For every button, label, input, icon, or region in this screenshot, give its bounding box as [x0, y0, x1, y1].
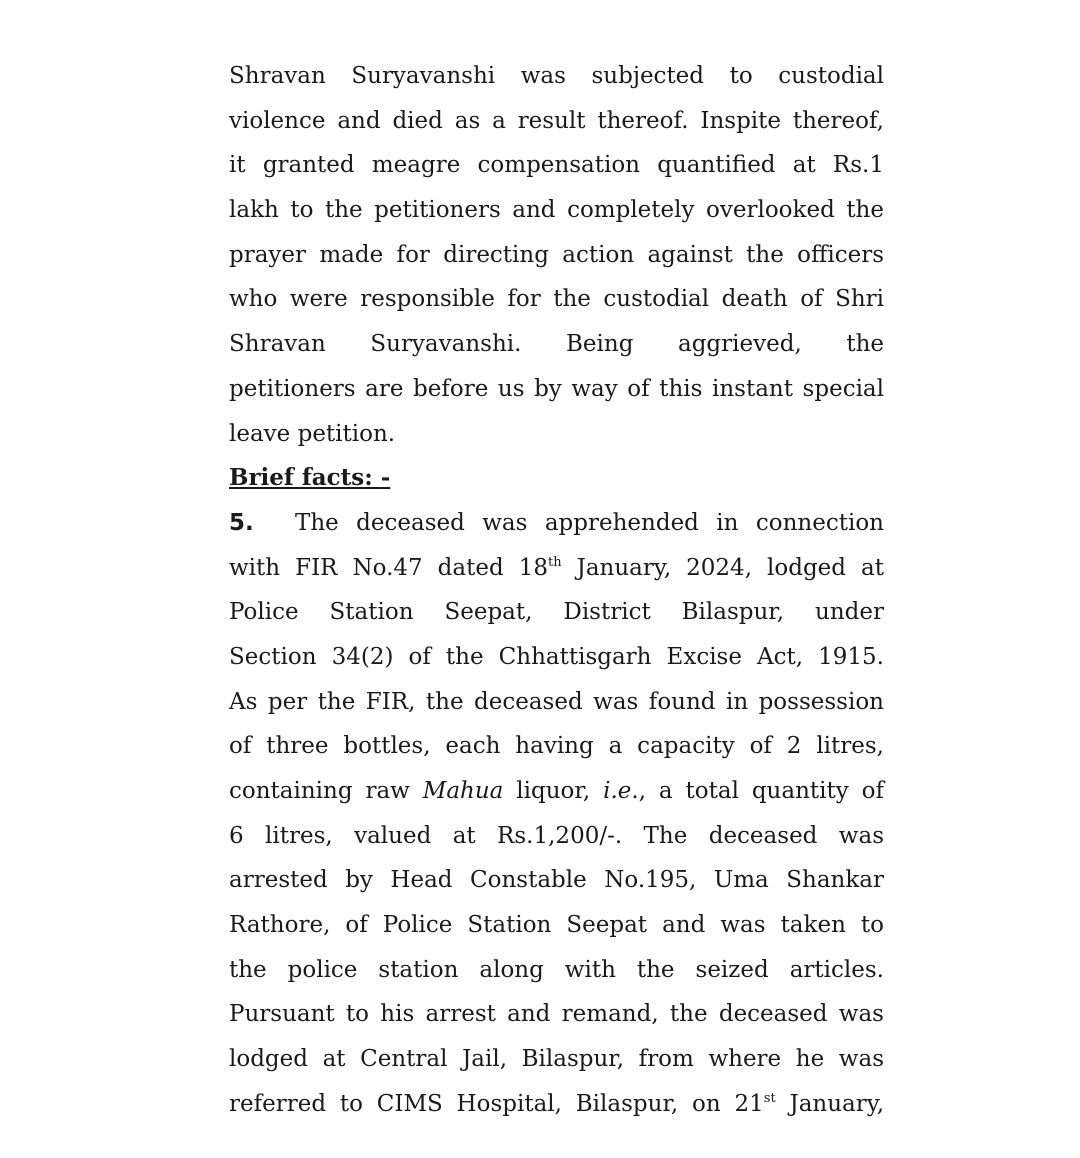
paragraph-5: [229, 501, 884, 1127]
text-line: lakh to the petitioners and completely overlooked the: [229, 197, 884, 224]
text-line: prayer made for directing action against the officers: [229, 241, 884, 268]
text-line: leave petition.: [229, 420, 396, 447]
text-line: Shravan Suryavanshi. Being aggrieved, the: [229, 331, 884, 358]
superscript: st: [763, 1090, 776, 1106]
text-line: Pursuant to his arrest and remand, the deceased was: [229, 1001, 884, 1028]
text-line: it granted meagre compensation quantified at Rs.1: [229, 152, 884, 179]
text-span: January, 2024, lodged at: [561, 554, 884, 581]
text-line: [229, 1082, 884, 1127]
text-line: [229, 769, 884, 814]
text-span: liquor,: [503, 778, 604, 804]
text-line: As per the FIR, the deceased was found in possession: [229, 688, 884, 715]
text-line: who were responsible for the custodial death of Shri: [229, 286, 884, 313]
section-heading: Brief facts: -: [229, 464, 391, 492]
text-line: the police station along with the seized articles.: [229, 956, 884, 983]
intro-paragraph: [229, 54, 884, 456]
text-line: [229, 501, 884, 546]
text-line: 6 litres, valued at Rs.1,200/-. The deceased was: [229, 822, 884, 849]
text-span: The deceased was apprehended in connection: [295, 509, 884, 536]
document-page: [229, 54, 884, 1127]
text-span: containing raw: [229, 778, 423, 804]
text-line: of three bottles, each having a capacity of 2 litres,: [229, 733, 884, 760]
text-line: [229, 546, 884, 591]
text-line: lodged at Central Jail, Bilaspur, from where he was: [229, 1046, 884, 1073]
text-span: , a total quantity of: [638, 778, 885, 804]
text-line: Police Station Seepat, District Bilaspur, under: [229, 599, 884, 626]
text-span: January,: [775, 1090, 885, 1117]
paragraph-number: 5.: [229, 509, 254, 536]
italic-term: Mahua: [422, 778, 504, 804]
text-line: Section 34(2) of the Chhattisgarh Excise Act, 1915.: [229, 643, 884, 670]
text-span: referred to CIMS Hospital, Bilaspur, on 21: [229, 1090, 764, 1117]
text-line: arrested by Head Constable No.195, Uma Shankar: [229, 867, 884, 894]
text-span: with FIR No.47 dated 18: [229, 554, 548, 581]
text-line: petitioners are before us by way of this instant special: [229, 375, 884, 402]
superscript: th: [547, 554, 562, 570]
text-line: Rathore, of Police Station Seepat and was taken to: [229, 912, 884, 939]
text-line: Shravan Suryavanshi was subjected to custodial: [229, 63, 884, 89]
italic-term: i.e.: [603, 778, 639, 804]
text-line: violence and died as a result thereof. Inspite thereof,: [229, 107, 884, 134]
